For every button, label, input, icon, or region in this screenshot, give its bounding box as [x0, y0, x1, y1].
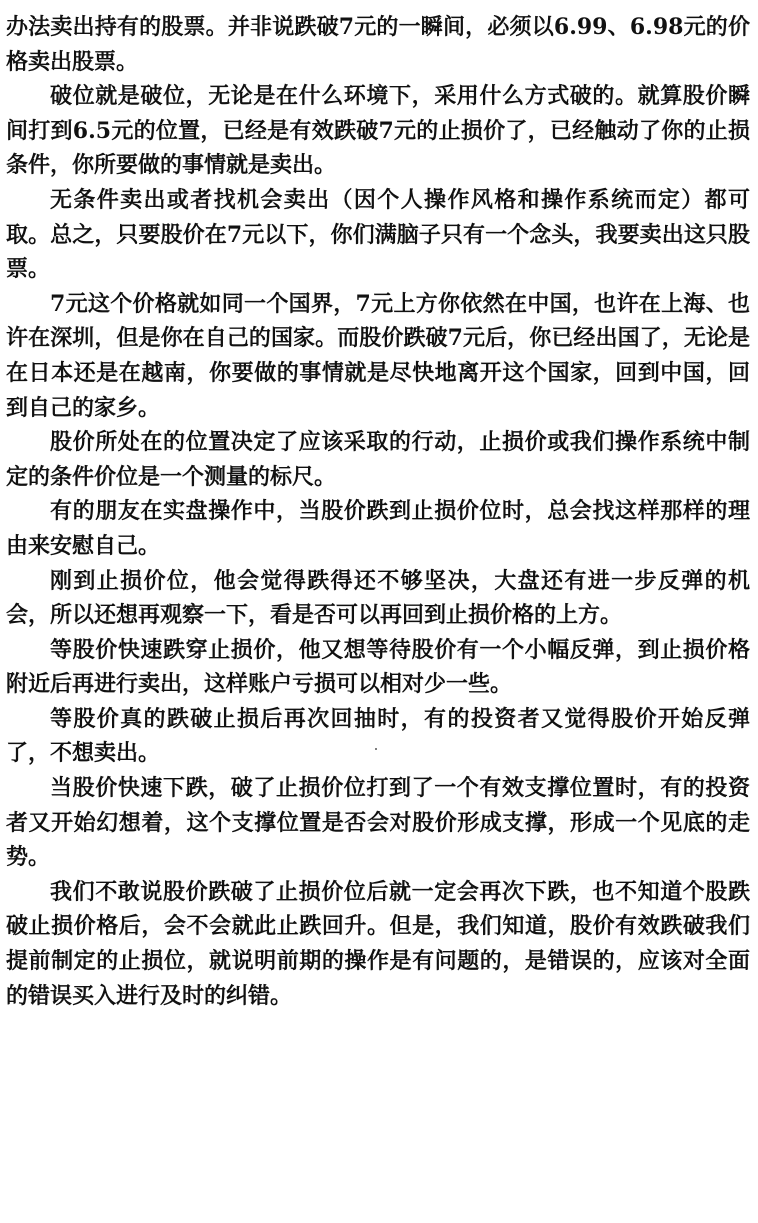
paragraph-10: 当股价快速下跌，破了止损价位打到了一个有效支撑位置时，有的投资者又开始幻想着，这个支撑位置是否会对股价形成支撑，形成一个见底的走势。 [6, 775, 750, 871]
paragraph-6: 有的朋友在实盘操作中，当股价跌到止损价位时，总会找这样那样的理由来安慰自己。 [6, 498, 750, 559]
paragraph-9: 等股价真的跌破止损后再次回抽时，有的投资者又觉得股价开始反弹了，不想卖出。 [6, 705, 750, 767]
paragraph-8: 等股价快速跌穿止损价，他又想等待股价有一个小幅反弹，到止损价格附近后再进行卖出，这样账户亏损可以相对少一些。 [6, 636, 750, 698]
paragraph-1: 办法卖出持有的股票。并非说跌破7元的一瞬间，必须以6.99、6.98元的价格卖出股票。 [6, 14, 750, 75]
paragraph-7: 刚到止损价位，他会觉得跌得还不够坚决，大盘还有进一步反弹的机会，所以还想再观察一下，看是否可以再回到止损价格的上方。 [6, 567, 750, 629]
paragraph-4: 7元这个价格就如同一个国界，7元上方你依然在中国，也许在上海、也许在深圳，但是你在自己的国家。而股价跌破7元后，你已经出国了，无论是在日本还是在越南，你要做的事情就是尽快地离开这个国家，回到中国，回到自己的家乡。 [6, 290, 750, 421]
paragraph-2: 破位就是破位，无论是在什么环境下，采用什么方式破的。就算股价瞬间打到6.5元的位置，已经是有效跌破7元的止损价了，已经触动了你的止损条件，你所要做的事情就是卖出。 [6, 83, 750, 179]
scan-speck [375, 748, 377, 750]
paragraph-3: 无条件卖出或者找机会卖出（因个人操作风格和操作系统而定）都可取。总之，只要股价在7元以下，你们满脑子只有一个念头，我要卖出这只股票。 [6, 186, 750, 283]
paragraph-5: 股价所处在的位置决定了应该采取的行动，止损价或我们操作系统中制定的条件价位是一个测量的标尺。 [6, 429, 750, 490]
paragraph-11: 我们不敢说股价跌破了止损价位后就一定会再次下跌，也不知道个股跌破止损价格后，会不会就此止跌回升。但是，我们知道，股价有效跌破我们提前制定的止损位，就说明前期的操作是有问题的，是错误的，应该对全面的错误买入进行及时的纠错。 [6, 878, 750, 1009]
